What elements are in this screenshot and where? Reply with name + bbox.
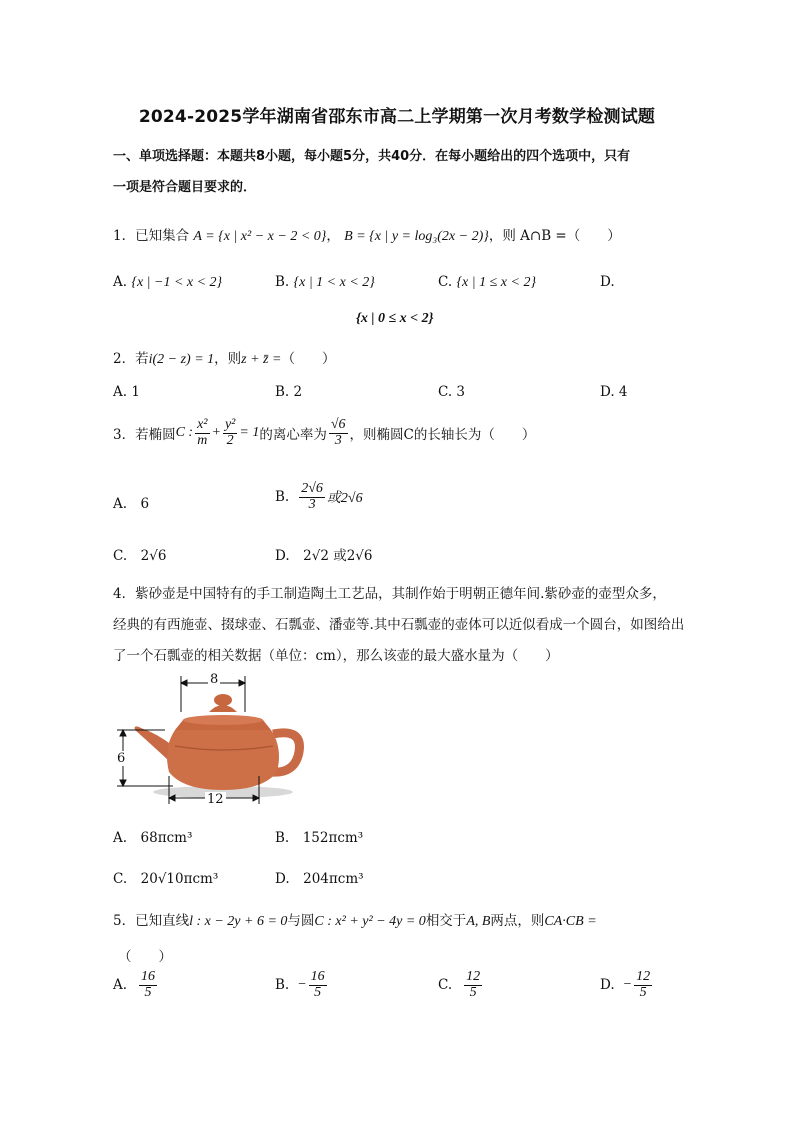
q5-option-a-label: A. (113, 977, 128, 994)
q5-stem (113, 909, 597, 930)
q5-paren: （ ） (118, 949, 172, 965)
q5-line: l : x − 2y + 6 = 0 (189, 914, 288, 929)
q2-stem (113, 347, 335, 368)
q4-option-d[interactable]: D. 204πcm³ (275, 871, 364, 887)
section-header-line1: 一、单项选择题：本题共8小题，每小题5分，共40分．在每小题给出的四个选项中，只有 (113, 149, 631, 164)
q4-line2: 经典的有西施壶、掇球壶、石瓢壶、潘壶等.其中石瓢壶的壶体可以近似看成一个圆台，如图给出 (113, 617, 685, 633)
q1-option-b[interactable] (275, 274, 375, 291)
q5-option-a[interactable] (113, 970, 159, 1000)
q5-mid2: 相交于 (425, 913, 467, 929)
q5-number: 5． (113, 913, 136, 929)
q5-option-d-frac: $\frac{12}{5}$ (636, 969, 651, 1000)
q5-vector-expr: CA·CB = (544, 914, 597, 929)
q5-option-d-sign: − (622, 977, 633, 993)
q5-option-c-label: C. (438, 977, 453, 994)
q1-option-c[interactable] (438, 274, 536, 291)
q5-option-b[interactable] (275, 970, 329, 1000)
q5-option-c[interactable] (438, 970, 484, 1000)
q1-number: 1． (113, 228, 136, 244)
q3-number: 3． (113, 427, 136, 444)
q3-eccentricity: $\frac{√6}{3}$ (330, 417, 346, 448)
q3-mid: 的离心率为 (259, 427, 327, 444)
q1-comma: ， (326, 228, 340, 244)
q2-option-d[interactable]: D. 4 (600, 384, 628, 400)
q1-option-d-label[interactable]: D. (600, 274, 615, 290)
q1-set-a: A = {x | x² − x − 2 < 0} (193, 229, 327, 244)
q1-option-a-value: {x | −1 < x < 2} (131, 275, 223, 290)
q5-option-a-frac: $\frac{16}{5}$ (141, 969, 156, 1000)
q5-option-d[interactable] (600, 970, 654, 1000)
q3-option-b-tail: 或2√6 (326, 491, 363, 507)
q3-frac-y: $\frac{\text{y²}}{2}$ (224, 417, 236, 448)
q1-stem (113, 224, 621, 245)
q3-option-b-frac: $\frac{2√6}{3}$ (301, 481, 323, 512)
q2-prefix: 若 (135, 351, 149, 367)
q4-option-a[interactable]: A. 68πcm³ (113, 830, 193, 846)
q2-number: 2． (113, 351, 136, 367)
section-header-line2: 一项是符合题目要求的． (113, 180, 257, 195)
q3-option-a[interactable]: A. 6 (113, 496, 150, 512)
q3-stem: 3． 若椭圆 C : $\frac{\text{x²}}{m}$ + $\frac{\text{y²}}{2}$ = 1 的离心率为 $\frac{√6}{3}$ ，则椭圆C的长轴长为（ ） (113, 417, 536, 448)
q3-option-d[interactable]: D. 2√2 或2√6 (275, 548, 373, 564)
q5-option-b-sign: − (297, 977, 307, 993)
q3-tail: ，则椭圆C的长轴长为（ ） (349, 427, 536, 444)
page-title: 2024-2025学年湖南省邵东市高二上学期第一次月考数学检测试题 (138, 107, 656, 127)
q2-option-a[interactable]: A. 1 (113, 384, 140, 400)
q5-mid3: 两点，则 (490, 913, 545, 929)
q2-option-b[interactable]: B. 2 (275, 384, 303, 400)
q1-option-c-label: C. (438, 274, 453, 290)
q3-eq: = 1 (239, 425, 260, 441)
q2-mid: ，则 (214, 351, 242, 367)
q1-option-b-value: {x | 1 < x < 2} (293, 275, 375, 290)
teapot-dim-top: 8 (210, 672, 219, 687)
q1-option-c-value: {x | 1 ≤ x < 2} (456, 275, 537, 290)
q5-prefix: 已知直线 (135, 913, 190, 929)
q2-expr: i(2 − z) = 1 (148, 352, 215, 367)
q1-option-b-label: B. (275, 274, 290, 290)
q3-option-b-label: B. (275, 489, 290, 506)
q4-option-b[interactable]: B. 152πcm³ (275, 830, 364, 846)
q4-line1: 4．紫砂壶是中国特有的手工制造陶土工艺品，其制作始于明朝正德年间.紫砂壶的壶型众多， (113, 586, 666, 602)
q1-option-a[interactable] (113, 274, 222, 291)
q2-expr2: z + z̄ = (241, 352, 282, 367)
q3-prefix: 若椭圆 (135, 427, 176, 444)
q4-option-c[interactable]: C. 20√10πcm³ (113, 871, 219, 887)
q5-option-d-label: D. (600, 977, 615, 994)
teapot-figure (113, 668, 315, 808)
q3-frac-x: $\frac{\text{x²}}{m}$ (197, 417, 208, 448)
q1-set-b: B = {x | y = log₃(2x − 2)} (344, 229, 489, 244)
q5-option-b-label: B. (275, 977, 290, 994)
q1-option-d-value: {x | 0 ≤ x < 2} (356, 311, 434, 326)
q3-option-b[interactable] (275, 482, 363, 512)
q5-option-c-frac: $\frac{12}{5}$ (466, 969, 481, 1000)
q1-prefix: 已知集合 (135, 228, 190, 244)
teapot-dim-height: 6 (117, 751, 126, 766)
q1-tail: ，则 A∩B =（ ） (488, 228, 621, 244)
q5-points: A, B (466, 914, 491, 929)
q2-option-c[interactable]: C. 3 (438, 384, 466, 400)
q5-option-b-frac: $\frac{16}{5}$ (310, 969, 325, 1000)
q3-ellipse-label: C : (175, 425, 194, 441)
q5-circle: C : x² + y² − 4y = 0 (314, 914, 426, 929)
teapot-dim-bottom: 12 (207, 792, 224, 807)
q5-mid: 与圆 (287, 913, 315, 929)
q2-tail: （ ） (281, 351, 336, 367)
q1-option-a-label: A. (113, 274, 128, 290)
q4-line3: 了一个石瓢壶的相关数据（单位：cm），那么该壶的最大盛水量为（ ） (113, 648, 559, 664)
q3-option-c[interactable]: C. 2√6 (113, 548, 167, 564)
